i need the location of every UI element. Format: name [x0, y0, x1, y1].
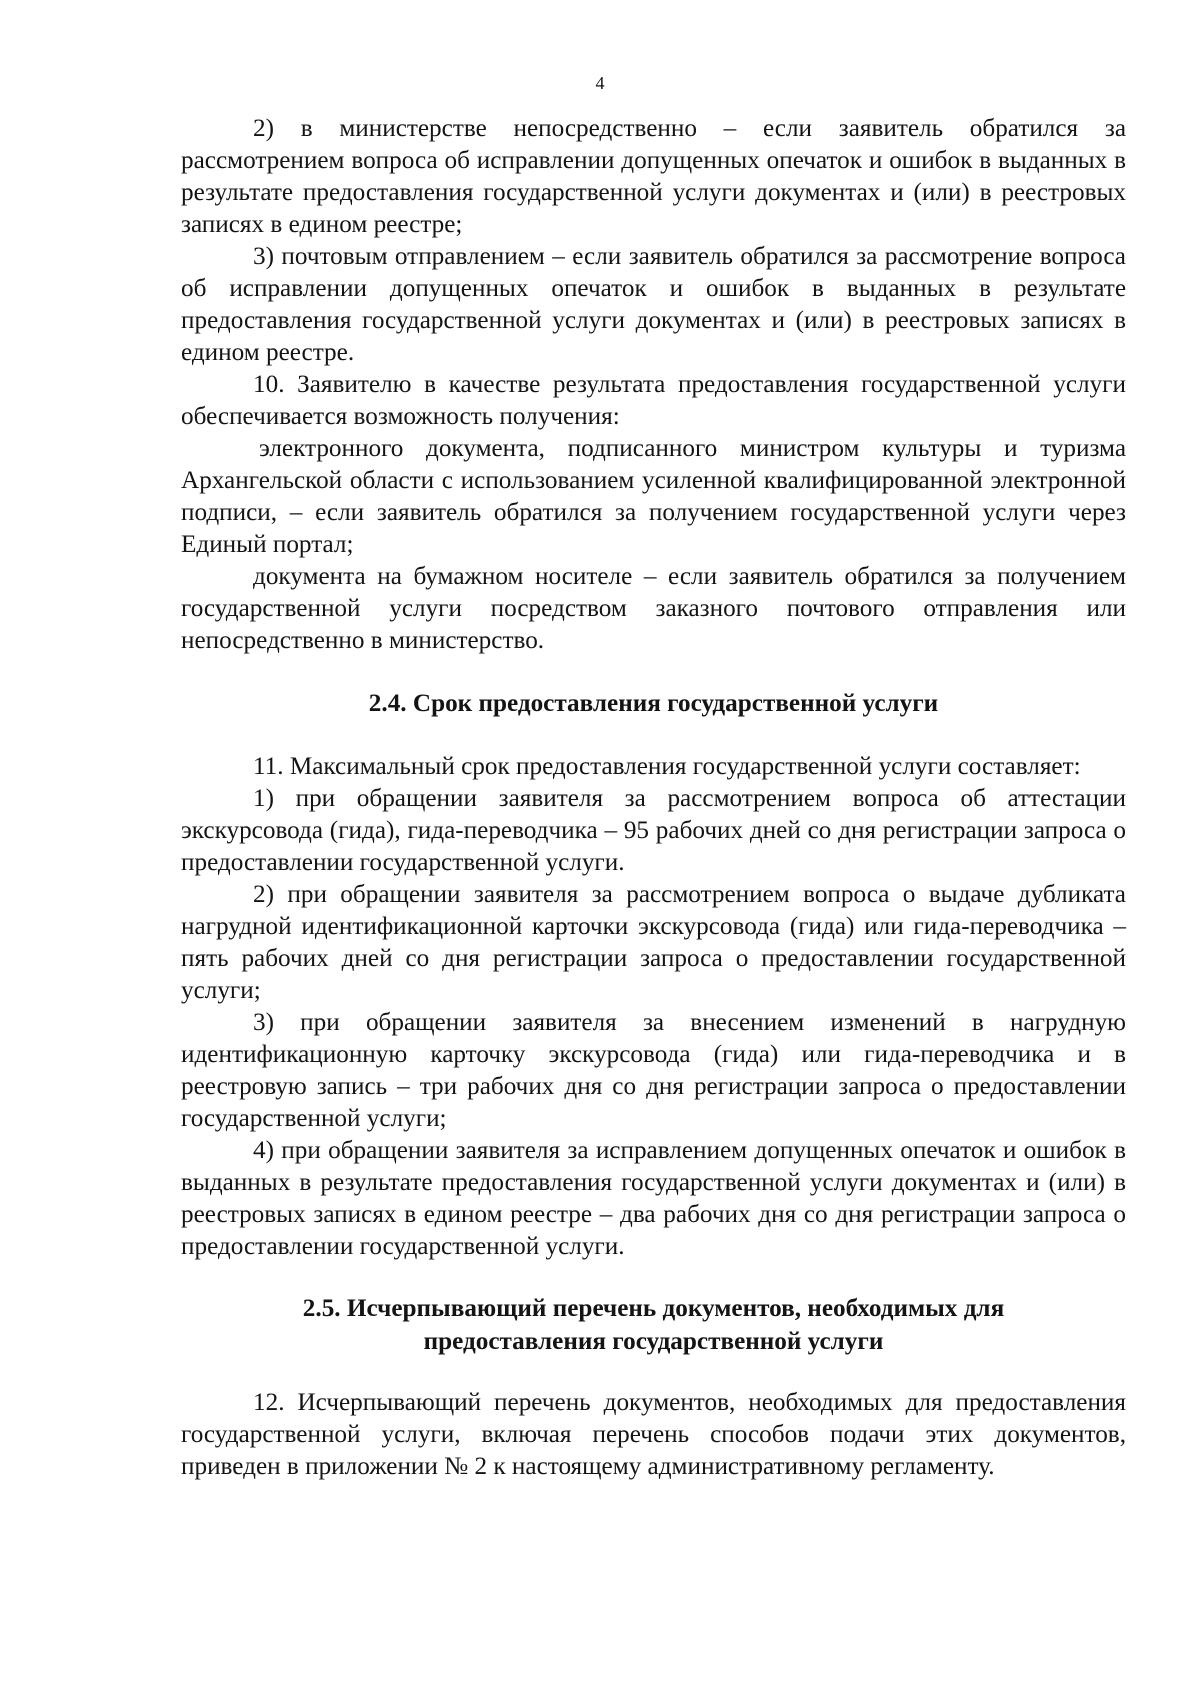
paragraph-electronic-document: электронного документа, подписанного министром культуры и туризма Архангельской области с использованием усиленной квалифицированной электронной подписи, – если заявитель обратился за получением государственной услуги через Единый портал; — [181, 435, 1126, 558]
section-heading-2-5-line-1: 2.5. Исчерпывающий перечень документов, необходимых для — [302, 1295, 1005, 1322]
document-body — [181, 113, 1126, 1483]
spacer — [181, 1263, 1126, 1292]
section-heading-2-5 — [181, 1292, 1126, 1358]
page-number: 4 — [595, 73, 605, 93]
paragraph-11-item-3: 3) при обращении заявителя за внесением изменений в нагрудную идентификационную карточку экскурсовода (гида) или гида-переводчика и в реестровую запись – три рабочих дня со дня регистрации запроса о предоставлении государственной услуги; — [181, 1009, 1126, 1132]
section-heading-2-4: 2.4. Срок предоставления государственной услуги — [368, 690, 939, 717]
paragraph-item-3-by-post: 3) почтовым отправлением – если заявитель обратился за рассмотрение вопроса об исправлении допущенных опечаток и ошибок в выданных в результате предоставления государственной услуги документах и (или) в реестровых записях в едином реестре. — [181, 243, 1126, 366]
spacer — [181, 1358, 1126, 1387]
spacer — [181, 720, 1126, 751]
paragraph-12-documents-list: 12. Исчерпывающий перечень документов, необходимых для предоставления государственной услуги, включая перечень способов подачи этих документов, приведен в приложении № 2 к настоящему административному регламенту. — [181, 1389, 1126, 1480]
paragraph-11-item-1: 1) при обращении заявителя за рассмотрением вопроса об аттестации экскурсовода (гида), гида-переводчика – 95 рабочих дней со дня регистрации запроса о предоставлении государственной услуги. — [181, 785, 1126, 876]
paragraph-10-result: 10. Заявителю в качестве результата предоставления государственной услуги обеспечивается возможность получения: — [181, 371, 1126, 430]
paragraph-11-item-4: 4) при обращении заявителя за исправлением допущенных опечаток и ошибок в выданных в результате предоставления государственной услуги документах и (или) в реестровых записях в едином реестре – два рабочих дня со дня регистрации запроса о предоставлении государственной услуги. — [181, 1137, 1126, 1260]
paragraph-11-item-2: 2) при обращении заявителя за рассмотрением вопроса о выдаче дубликата нагрудной идентификационной карточки экскурсовода (гида) или гида-переводчика – пять рабочих дней со дня регистрации запроса о предоставлении государственной услуги; — [181, 881, 1126, 1004]
paragraph-paper-document: документа на бумажном носителе – если заявитель обратился за получением государственной услуги посредством заказного почтового отправления или непосредственно в министерство. — [181, 563, 1126, 654]
section-heading-2-5-line-2: предоставления государственной услуги — [423, 1328, 884, 1355]
spacer — [181, 657, 1126, 687]
paragraph-11-max-term: 11. Максимальный срок предоставления государственной услуги составляет: — [253, 753, 1081, 780]
paragraph-item-2-in-ministry: 2) в министерстве непосредственно – если заявитель обратился за рассмотрением вопроса об исправлении допущенных опечаток и ошибок в выданных в результате предоставления государственной услуги документах и (или) в реестровых записях в едином реестре; — [181, 115, 1126, 238]
